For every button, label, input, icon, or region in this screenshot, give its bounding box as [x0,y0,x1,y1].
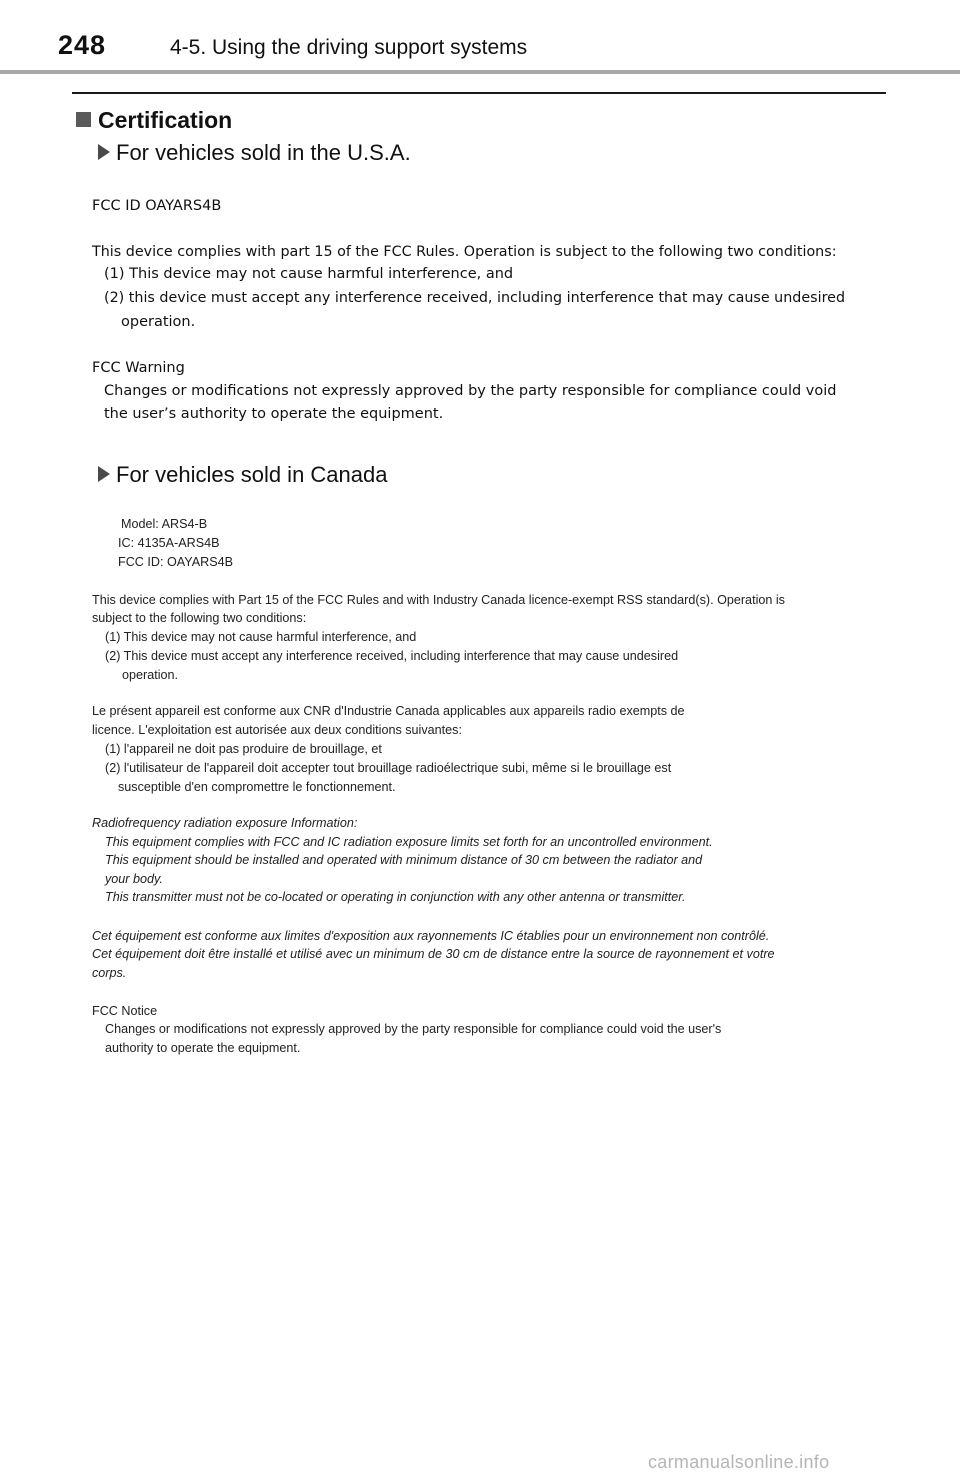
rf-exposure-french-line-2-cont: corps. [92,966,127,980]
usa-fcc-warning-text-cont: the user’s authority to operate the equipment. [104,406,444,422]
triangle-bullet-icon [98,466,110,482]
page-number: 248 [58,30,107,60]
canada-french-statement-cont: licence. L'exploitation est autorisée aux deux conditions suivantes: [92,723,462,737]
canada-compliance-statement: This device complies with Part 15 of the FCC Rules and with Industry Canada licence-exempt RSS standard(s). Operation is [92,593,785,607]
canada-ic: IC: 4135A-ARS4B [118,536,220,550]
canada-fcc-notice-text-cont: authority to operate the equipment. [105,1041,301,1055]
section-divider [72,92,886,94]
rf-exposure-french-line-1: Cet équipement est conforme aux limites d'exposition aux rayonnements IC établies pour un environnement non contrôlé. [92,929,770,943]
usa-fcc-id: FCC ID OAYARS4B [92,198,222,214]
usa-fcc-warning-title: FCC Warning [92,360,185,376]
usa-heading-text: For vehicles sold in the U.S.A. [116,140,411,165]
square-bullet-icon [76,112,91,127]
usa-heading [98,140,411,166]
usa-compliance-statement: This device complies with part 15 of the FCC Rules. Operation is subject to the following two conditions: [92,244,837,260]
header-divider [0,70,960,74]
usa-condition-1: (1) This device may not cause harmful interference, and [104,266,514,282]
canada-french-condition-1: (1) l'appareil ne doit pas produire de brouillage, et [105,742,382,756]
usa-condition-2: (2) this device must accept any interference received, including interference that may cause undesired [104,290,846,306]
canada-french-statement: Le présent appareil est conforme aux CNR d'Industrie Canada applicables aux appareils radio exempts de [92,704,685,718]
usa-condition-2-cont: operation. [121,314,196,330]
canada-heading [98,462,387,488]
chapter-title: 4-5. Using the driving support systems [170,36,528,59]
usa-fcc-warning-text: Changes or modifications not expressly approved by the party responsible for compliance could void [104,383,837,399]
canada-fcc-notice-title: FCC Notice [92,1004,158,1018]
page-header [0,0,960,72]
footer-watermark: carmanualsonline.info [648,1452,830,1472]
triangle-bullet-icon [98,144,110,160]
rf-exposure-line-1: This equipment complies with FCC and IC radiation exposure limits set forth for an uncontrolled environment. [105,835,713,849]
canada-heading-text: For vehicles sold in Canada [116,462,388,487]
canada-fcc-id: FCC ID: OAYARS4B [118,555,233,569]
rf-exposure-line-2: This equipment should be installed and operated with minimum distance of 30 cm between the radiator and [105,853,703,867]
canada-condition-2-cont: operation. [122,668,179,682]
section-title [76,107,232,134]
rf-exposure-line-2-cont: your body. [105,872,163,886]
rf-exposure-title: Radiofrequency radiation exposure Information: [92,816,358,830]
rf-exposure-line-3: This transmitter must not be co-located or operating in conjunction with any other antenna or transmitter. [105,890,686,904]
canada-french-condition-2-cont: susceptible d'en compromettre le fonctionnement. [118,780,396,794]
section-title-text: Certification [98,107,233,133]
canada-french-condition-2: (2) l'utilisateur de l'appareil doit accepter tout brouillage radioélectrique subi, même si le brouillage est [105,761,672,775]
canada-fcc-notice-text: Changes or modifications not expressly approved by the party responsible for compliance could void the user's [105,1022,722,1036]
canada-condition-1: (1) This device may not cause harmful interference, and [105,630,417,644]
rf-exposure-french-line-2: Cet équipement doit être installé et utilisé avec un minimum de 30 cm de distance entre la source de rayonnement et votre [92,947,775,961]
canada-model: Model: ARS4-B [121,517,208,531]
canada-compliance-statement-cont: subject to the following two conditions: [92,611,307,625]
canada-condition-2: (2) This device must accept any interference received, including interference that may cause undesired [105,649,679,663]
